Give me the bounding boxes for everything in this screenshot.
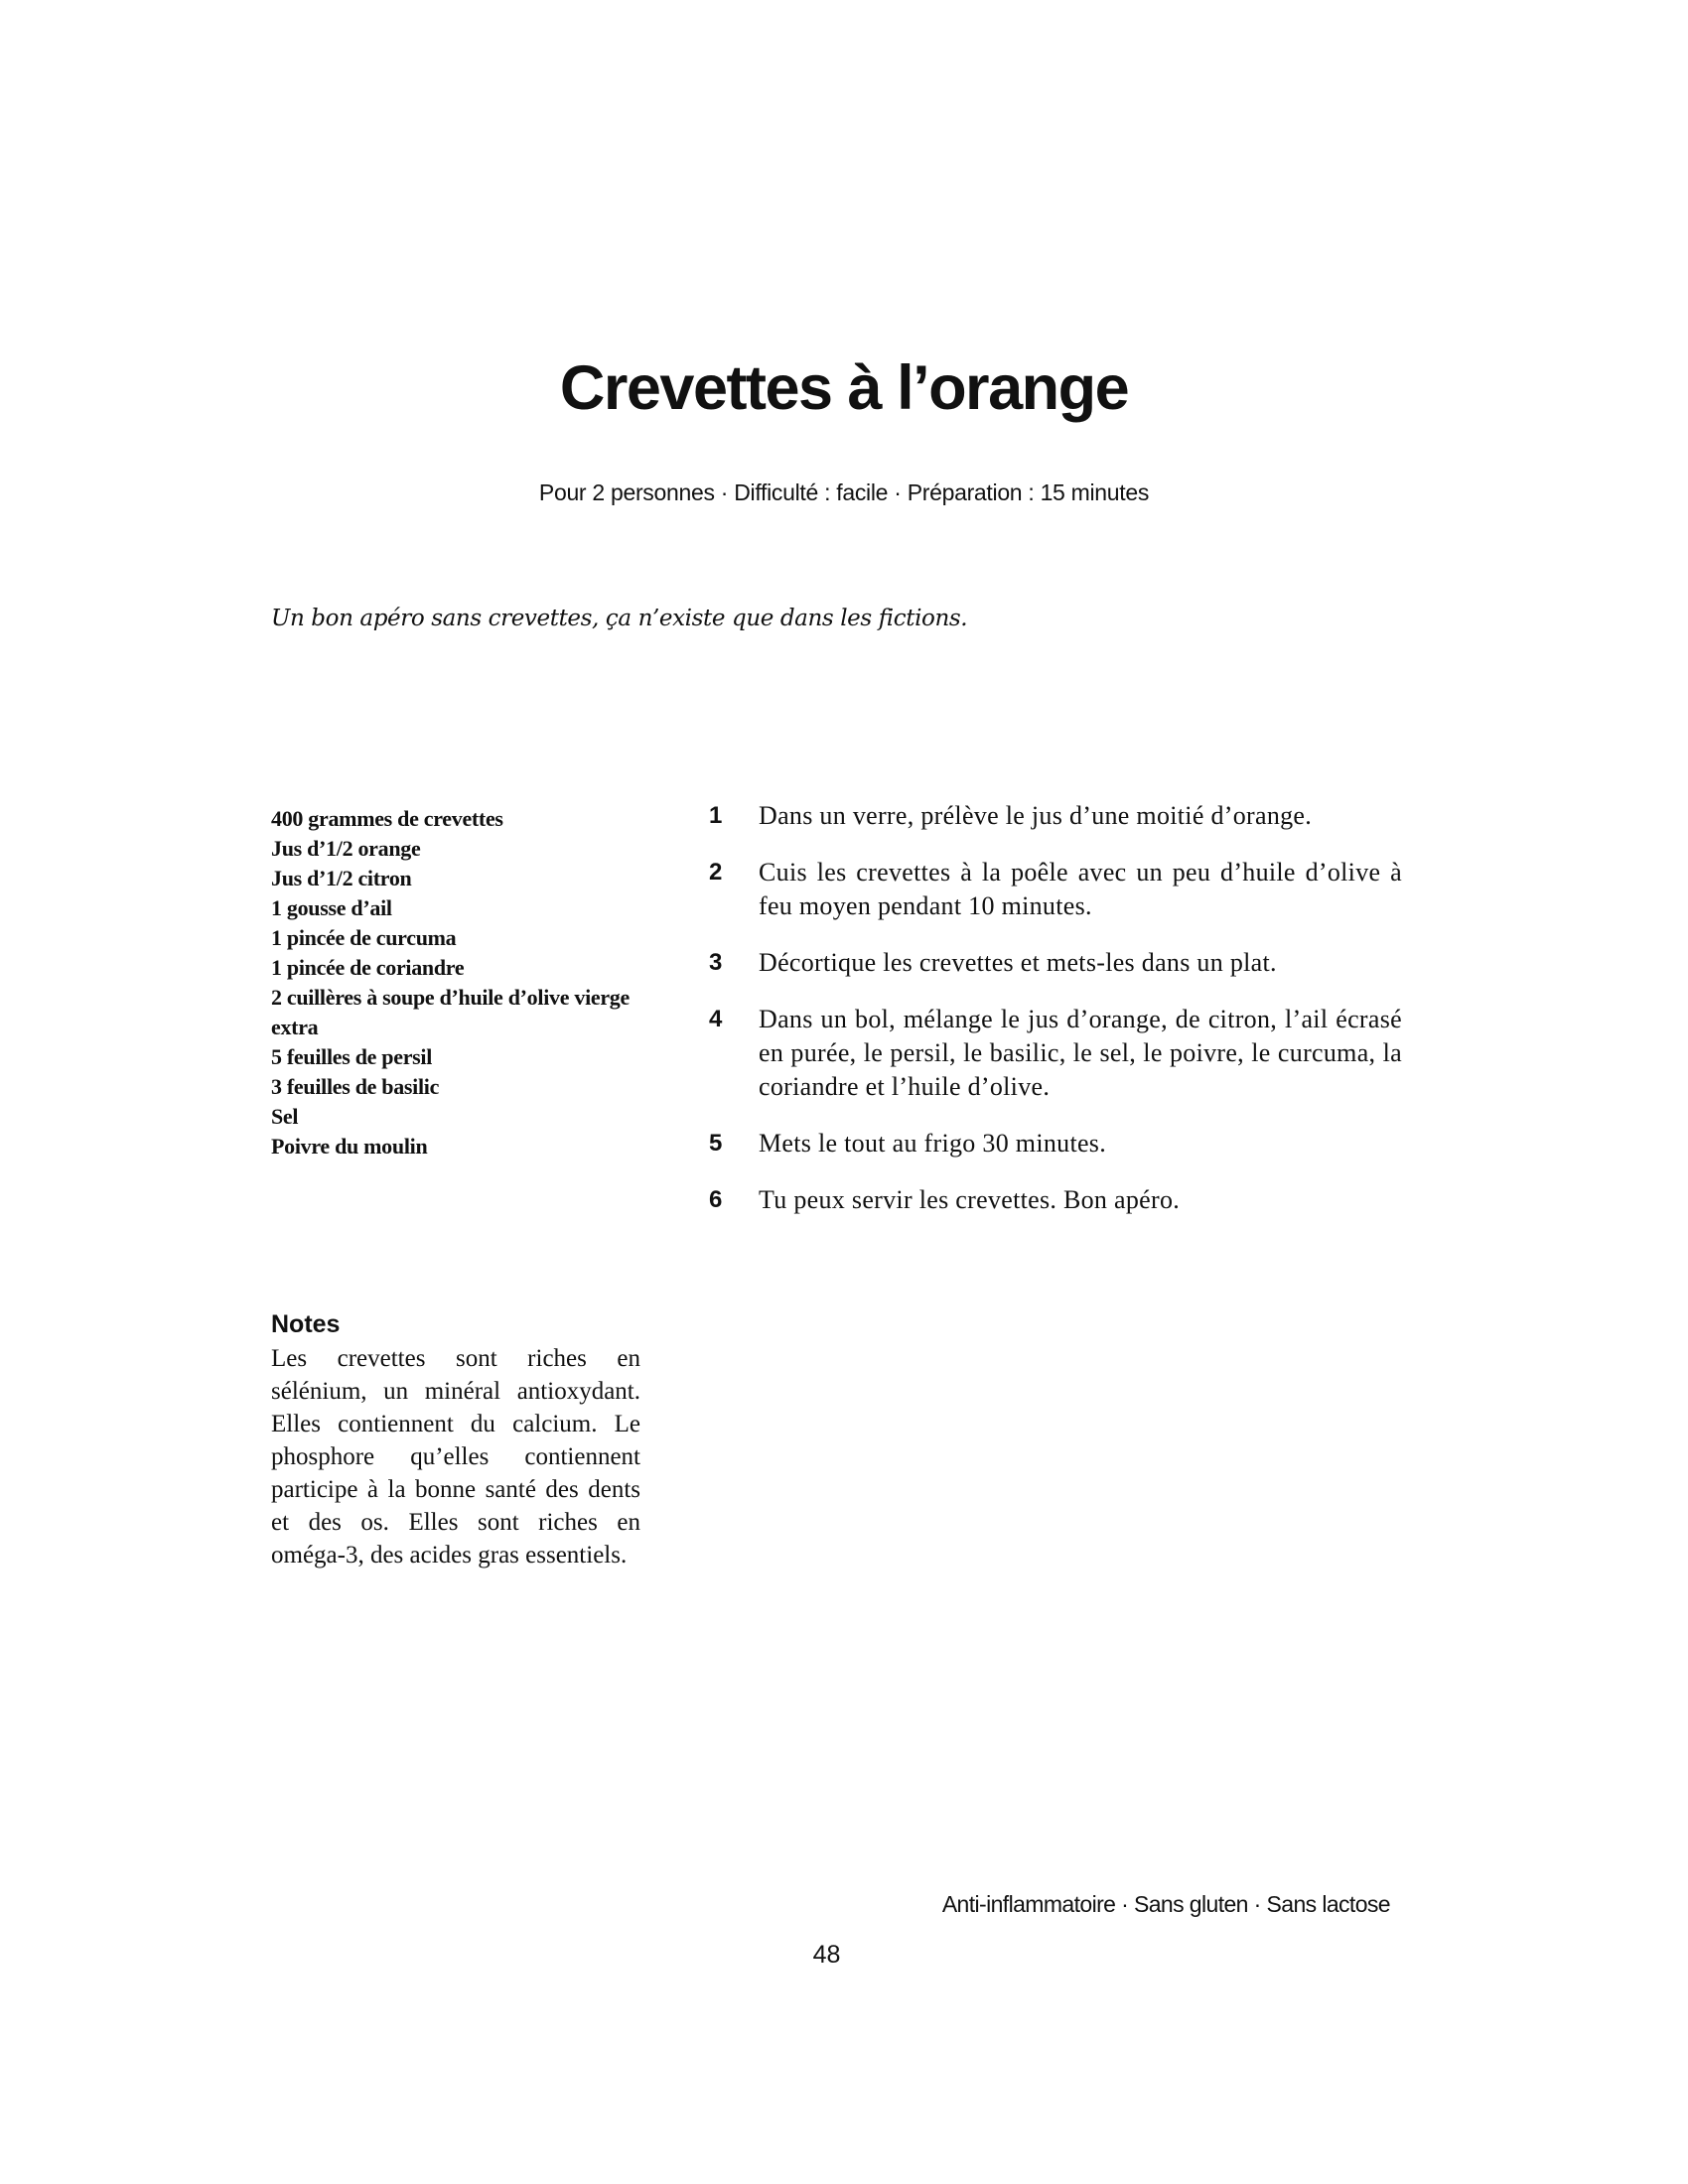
step-number: 1 [709,802,723,829]
step-number: 4 [709,1006,723,1032]
recipe-title: Crevettes à l’orange [559,353,1129,423]
step-text: Mets le tout au frigo 30 minutes. [759,1129,1107,1158]
ingredient-item: 3 feuilles de basilic [271,1074,440,1099]
step-text: Dans un verre, prélève le jus d’une moitié d’orange. [759,801,1313,830]
ingredient-item: Jus d’1/2 orange [271,836,421,861]
dietary-tags: Anti-inflammatoire · Sans gluten · Sans lactose [941,1891,1390,1917]
step-number: 6 [709,1186,723,1213]
steps-list [707,799,1402,1240]
step-item [707,1003,1402,1104]
step-text: Tu peux servir les crevettes. Bon apéro. [759,1185,1181,1214]
step-number: 3 [709,949,723,976]
notes-heading: Notes [271,1310,341,1338]
recipe-meta: Pour 2 personnes · Difficulté : facile · Préparation : 15 minutes [538,479,1150,505]
ingredient-item: Sel [271,1104,299,1129]
ingredient-item: 1 pincée de curcuma [271,925,457,950]
ingredient-item: Poivre du moulin [271,1134,428,1159]
step-item [707,1183,1402,1217]
step-item [707,856,1402,923]
ingredient-item: 1 gousse d’ail [271,895,392,920]
ingredient-item: Jus d’1/2 citron [271,866,412,890]
ingredients-list [271,804,648,1161]
step-number: 5 [709,1130,723,1157]
notes-text: Les crevettes sont riches en sélénium, un minéral antioxydant. Elles contiennent du calcium. Le phosphore qu’elles contiennent participe à la bonne santé des dents et des os. Elles sont riches en oméga-3, des acides gras essentiels. [271,1345,640,1569]
ingredient-item: 5 feuilles de persil [271,1044,433,1069]
ingredient-item: 2 cuillères à soupe d’huile d’olive vierge extra [271,985,630,1039]
page-number: 48 [812,1941,841,1969]
step-number: 2 [709,859,723,886]
step-text: Décortique les crevettes et mets-les dans un plat. [759,948,1277,977]
ingredient-item: 400 grammes de crevettes [271,806,503,831]
recipe-intro: Un bon apéro sans crevettes, ça n’existe que dans les fictions. [271,606,968,631]
step-text: Cuis les crevettes à la poêle avec un peu d’huile d’olive à feu moyen pendant 10 minutes. [759,858,1402,920]
step-text: Dans un bol, mélange le jus d’orange, de citron, l’ail écrasé en purée, le persil, le basilic, le sel, le poivre, le curcuma, la coriandre et l’huile d’olive. [759,1005,1402,1101]
ingredient-item: 1 pincée de coriandre [271,955,465,980]
step-item [707,799,1402,833]
step-item [707,946,1402,980]
step-item [707,1127,1402,1160]
